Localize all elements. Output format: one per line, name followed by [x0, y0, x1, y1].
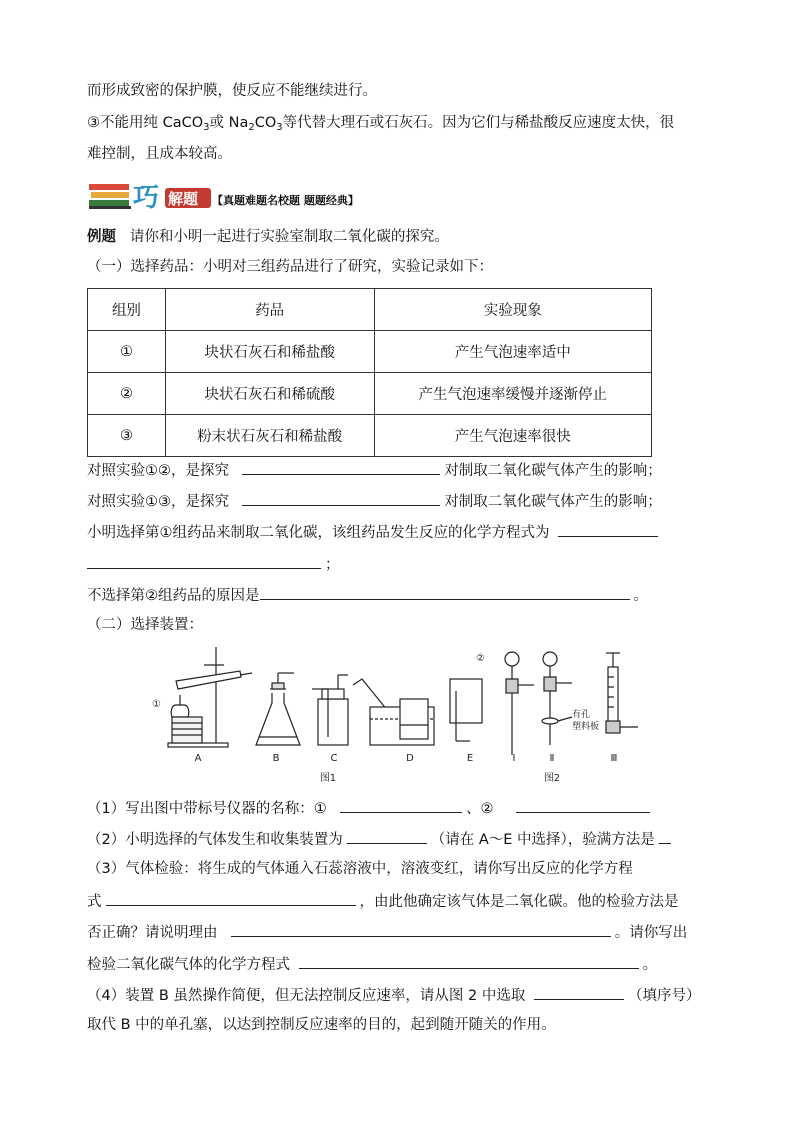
intro-line-2-mid: 或 Na [209, 115, 249, 131]
figure-label: D [406, 753, 414, 764]
figure-mark-2: ② [476, 653, 485, 664]
answer-blank[interactable] [242, 458, 440, 475]
table-header: 药品 [165, 289, 374, 331]
table-header-row [88, 289, 652, 331]
table-header: 实验现象 [374, 289, 652, 331]
answer-blank[interactable] [242, 489, 440, 506]
question-1 [87, 796, 654, 820]
answer-blank[interactable] [87, 552, 321, 569]
answer-blank[interactable] [534, 983, 624, 1000]
answer-blank[interactable] [299, 952, 639, 969]
question-4-line-2: 取代 B 中的单孔塞，以达到控制反应速率的目的，起到随开随关的作用。 [87, 1017, 556, 1033]
answer-blank[interactable] [340, 796, 462, 813]
figure-label: Ⅱ [549, 753, 555, 764]
question-d-end: 。 [633, 588, 648, 604]
intro-line-2-mid2: CO [254, 115, 277, 131]
question-a-prefix: 对照实验①②，是探究 [87, 463, 229, 479]
table-cell: ① [88, 331, 166, 373]
part2-heading: （二）选择装置： [87, 617, 203, 633]
example-label: 例题 [87, 229, 116, 245]
figure-label: C [330, 753, 338, 764]
question-3-line-1: （3）气体检验：将生成的气体通入石蕊溶液中，溶液变红，请你写出反应的化学方程 [87, 861, 633, 877]
question-3-line-3 [87, 920, 687, 944]
question-c [87, 520, 662, 544]
subscript: 3 [276, 122, 283, 133]
question-c-cont [87, 552, 340, 576]
question-3-line-4 [87, 952, 657, 976]
figure-label: B [272, 753, 280, 764]
apparatus-figure [148, 645, 648, 785]
question-2 [87, 827, 671, 851]
answer-blank[interactable] [516, 796, 650, 813]
question-c-end: ； [325, 557, 340, 573]
question-a-suffix: 对制取二氧化碳气体产生的影响； [444, 463, 662, 479]
table-cell: 块状石灰石和稀盐酸 [165, 331, 374, 373]
question-c-text: 小明选择第①组药品来制取二氧化碳，该组药品发生反应的化学方程式为 [87, 525, 550, 541]
question-d-prefix: 不选择第②组药品的原因是 [87, 588, 260, 604]
figure-label: A [194, 753, 202, 764]
intro-line-2 [87, 112, 674, 139]
table-cell: ③ [88, 415, 166, 457]
question-3-l3-suffix: 。请你写出 [614, 925, 688, 941]
part1-heading: （一）选择药品：小明对三组药品进行了研究，实验记录如下： [87, 259, 493, 275]
question-b-suffix: 对制取二氧化碳气体产生的影响； [444, 494, 662, 510]
answer-blank[interactable] [558, 520, 658, 537]
answer-blank[interactable] [260, 583, 630, 600]
question-1-mid: 、② [465, 801, 494, 817]
subscript: 3 [203, 122, 210, 133]
intro-line-2-prefix: ③不能用纯 CaCO [87, 115, 204, 131]
table-cell: 块状石灰石和稀硫酸 [165, 373, 374, 415]
banner-label: 【真题难题名校题 题题经典】 [212, 194, 359, 207]
figure-caption-1: 图1 [319, 773, 337, 784]
question-1-prefix: （1）写出图中带标号仪器的名称：① [87, 801, 327, 817]
answer-blank[interactable] [106, 889, 356, 906]
example-title [87, 226, 449, 248]
answer-blank[interactable] [659, 827, 671, 844]
question-4-l1-prefix: （4）装置 B 虽然操作简便，但无法控制反应速率，请从图 2 中选取 [87, 988, 526, 1004]
question-d [87, 583, 648, 607]
question-2-mid: （请在 A～E 中选择），验满方法是 [430, 832, 655, 848]
question-2-prefix: （2）小明选择的气体发生和收集装置为 [87, 832, 343, 848]
figure-caption-2: 图2 [543, 773, 561, 784]
table-cell: 粉末状石灰石和稀盐酸 [165, 415, 374, 457]
subscript: 2 [248, 122, 255, 133]
example-text: 请你和小明一起进行实验室制取二氧化碳的探究。 [129, 229, 449, 245]
intro-line-3: 难控制，且成本较高。 [87, 146, 232, 162]
experiment-table [87, 288, 652, 457]
figure-mark-1: ① [152, 699, 161, 710]
table-cell: 产生气泡速率缓慢并逐渐停止 [374, 373, 652, 415]
plate-label-2: 塑料板 [572, 722, 600, 732]
question-3-l4-end: 。 [642, 957, 658, 973]
answer-blank[interactable] [231, 920, 611, 937]
intro-line-2-suffix: 等代替大理石或石灰石。因为它们与稀盐酸反应速度太快，很 [282, 115, 675, 131]
figure-label: Ⅲ [610, 753, 618, 764]
banner-logo [87, 180, 213, 210]
banner-word: 解题 [168, 190, 199, 208]
question-4-line-1 [87, 983, 700, 1007]
table-row [88, 373, 652, 415]
question-4-l1-suffix: （填序号） [627, 988, 701, 1004]
table-cell: 产生气泡速率很快 [374, 415, 652, 457]
figure-label: E [466, 753, 474, 764]
question-a [87, 458, 662, 482]
question-3-line-2 [87, 889, 679, 913]
question-3-l2-suffix: ，由此他确定该气体是二氧化碳。他的检验方法是 [359, 894, 679, 910]
intro-line-1: 而形成致密的保护膜，使反应不能继续进行。 [87, 83, 377, 99]
table-row [88, 331, 652, 373]
question-b-prefix: 对照实验①③，是探究 [87, 494, 229, 510]
table-cell: ② [88, 373, 166, 415]
table-header: 组别 [88, 289, 166, 331]
question-3-l2-prefix: 式 [87, 894, 102, 910]
answer-blank[interactable] [347, 827, 427, 844]
figure-label: Ⅰ [512, 753, 516, 764]
table-cell: 产生气泡速率适中 [374, 331, 652, 373]
question-3-l3-prefix: 否正确？请说明理由 [87, 925, 218, 941]
question-3-l4-prefix: 检验二氧化碳气体的化学方程式 [87, 957, 290, 973]
question-b [87, 489, 662, 513]
table-row [88, 415, 652, 457]
banner-char: 巧 [133, 183, 160, 210]
plate-label-1: 有孔 [572, 710, 591, 720]
